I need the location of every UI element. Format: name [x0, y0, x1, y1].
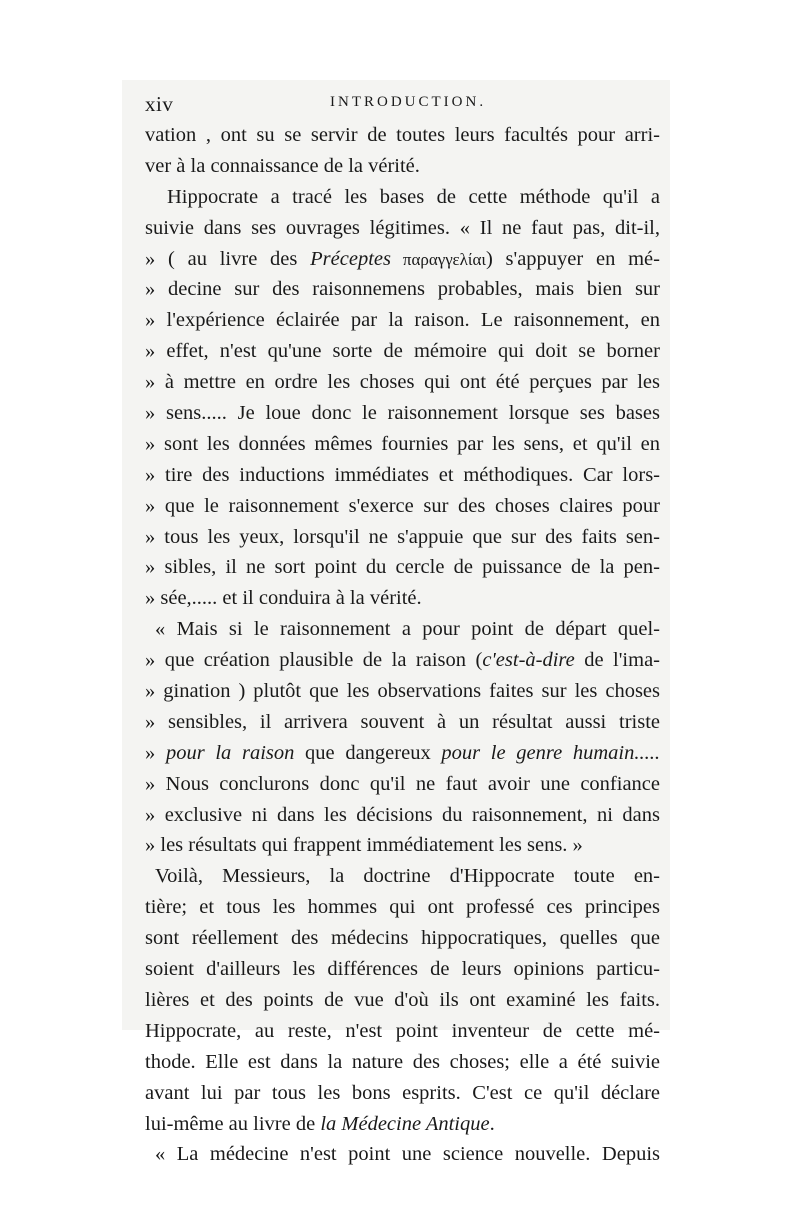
text-line: » sens..... Je loue donc le raisonnement lorsque ses bases [145, 402, 660, 425]
running-title: INTRODUCTION. [330, 94, 487, 110]
text-line: Hippocrate, au reste, n'est point inventeur de cette mé- [145, 1019, 660, 1042]
text-line: » tire des inductions immédiates et méthodiques. Car lors- [145, 463, 660, 486]
text-line: » ( au livre des Préceptes παραγγελίαι) s'appuyer en mé- [145, 247, 660, 270]
text-line: » sibles, il ne sort point du cercle de puissance de la pen- [145, 556, 660, 579]
text-line: » tous les yeux, lorsqu'il ne s'appuie que sur des faits sen- [145, 525, 660, 548]
page-header [145, 92, 665, 114]
text-line: » pour la raison que dangereux pour le genre humain..... [145, 741, 660, 764]
text-line: « La médecine n'est point une science nouvelle. Depuis [155, 1143, 660, 1166]
text-line: « Mais si le raisonnement a pour point de départ quel- [155, 618, 660, 641]
text-line: » sont les données mêmes fournies par les sens, et qu'il en [145, 432, 660, 455]
text-line: lui-même au livre de la Médecine Antique. [145, 1112, 495, 1135]
text-line: » les résultats qui frappent immédiatement les sens. » [145, 834, 583, 857]
text-line: avant lui par tous les bons esprits. C'est ce qu'il déclare [145, 1081, 660, 1104]
text-line: suivie dans ses ouvrages légitimes. « Il ne faut pas, dit-il, [145, 216, 660, 239]
page-number: xiv [145, 92, 174, 116]
text-line: soient d'ailleurs les différences de leurs opinions particu- [145, 958, 660, 981]
text-line: » sée,..... et il conduira à la vérité. [145, 587, 422, 610]
text-line: » l'expérience éclairée par la raison. Le raisonnement, en [145, 309, 660, 332]
text-line: » que le raisonnement s'exerce sur des choses claires pour [145, 494, 660, 517]
body-text [145, 120, 660, 1170]
text-line: » gination ) plutôt que les observations faites sur les choses [145, 680, 660, 703]
text-line: » sensibles, il arrivera souvent à un résultat aussi triste [145, 710, 660, 733]
text-line: » Nous conclurons donc qu'il ne faut avoir une confiance [145, 772, 660, 795]
text-line: » à mettre en ordre les choses qui ont été perçues par les [145, 371, 660, 394]
text-line: vation , ont su se servir de toutes leurs facultés pour arri- [145, 124, 660, 146]
text-line: Voilà, Messieurs, la doctrine d'Hippocrate toute en- [155, 865, 660, 888]
text-line: » effet, n'est qu'une sorte de mémoire qui doit se borner [145, 340, 660, 363]
text-line: » decine sur des raisonnemens probables, mais bien sur [145, 278, 660, 301]
text-line: » exclusive ni dans les décisions du raisonnement, ni dans [145, 803, 660, 826]
text-line: tière; et tous les hommes qui ont professé ces principes [145, 896, 660, 919]
text-line: sont réellement des médecins hippocratiques, quelles que [145, 927, 660, 950]
text-line: » que création plausible de la raison (c'est-à-dire de l'ima- [145, 649, 660, 672]
text-line: thode. Elle est dans la nature des choses; elle a été suivie [145, 1050, 660, 1073]
text-line: ver à la connaissance de la vérité. [145, 154, 420, 177]
text-line: lières et des points de vue d'où ils ont examiné les faits. [145, 988, 660, 1011]
text-line: Hippocrate a tracé les bases de cette méthode qu'il a [167, 185, 660, 208]
